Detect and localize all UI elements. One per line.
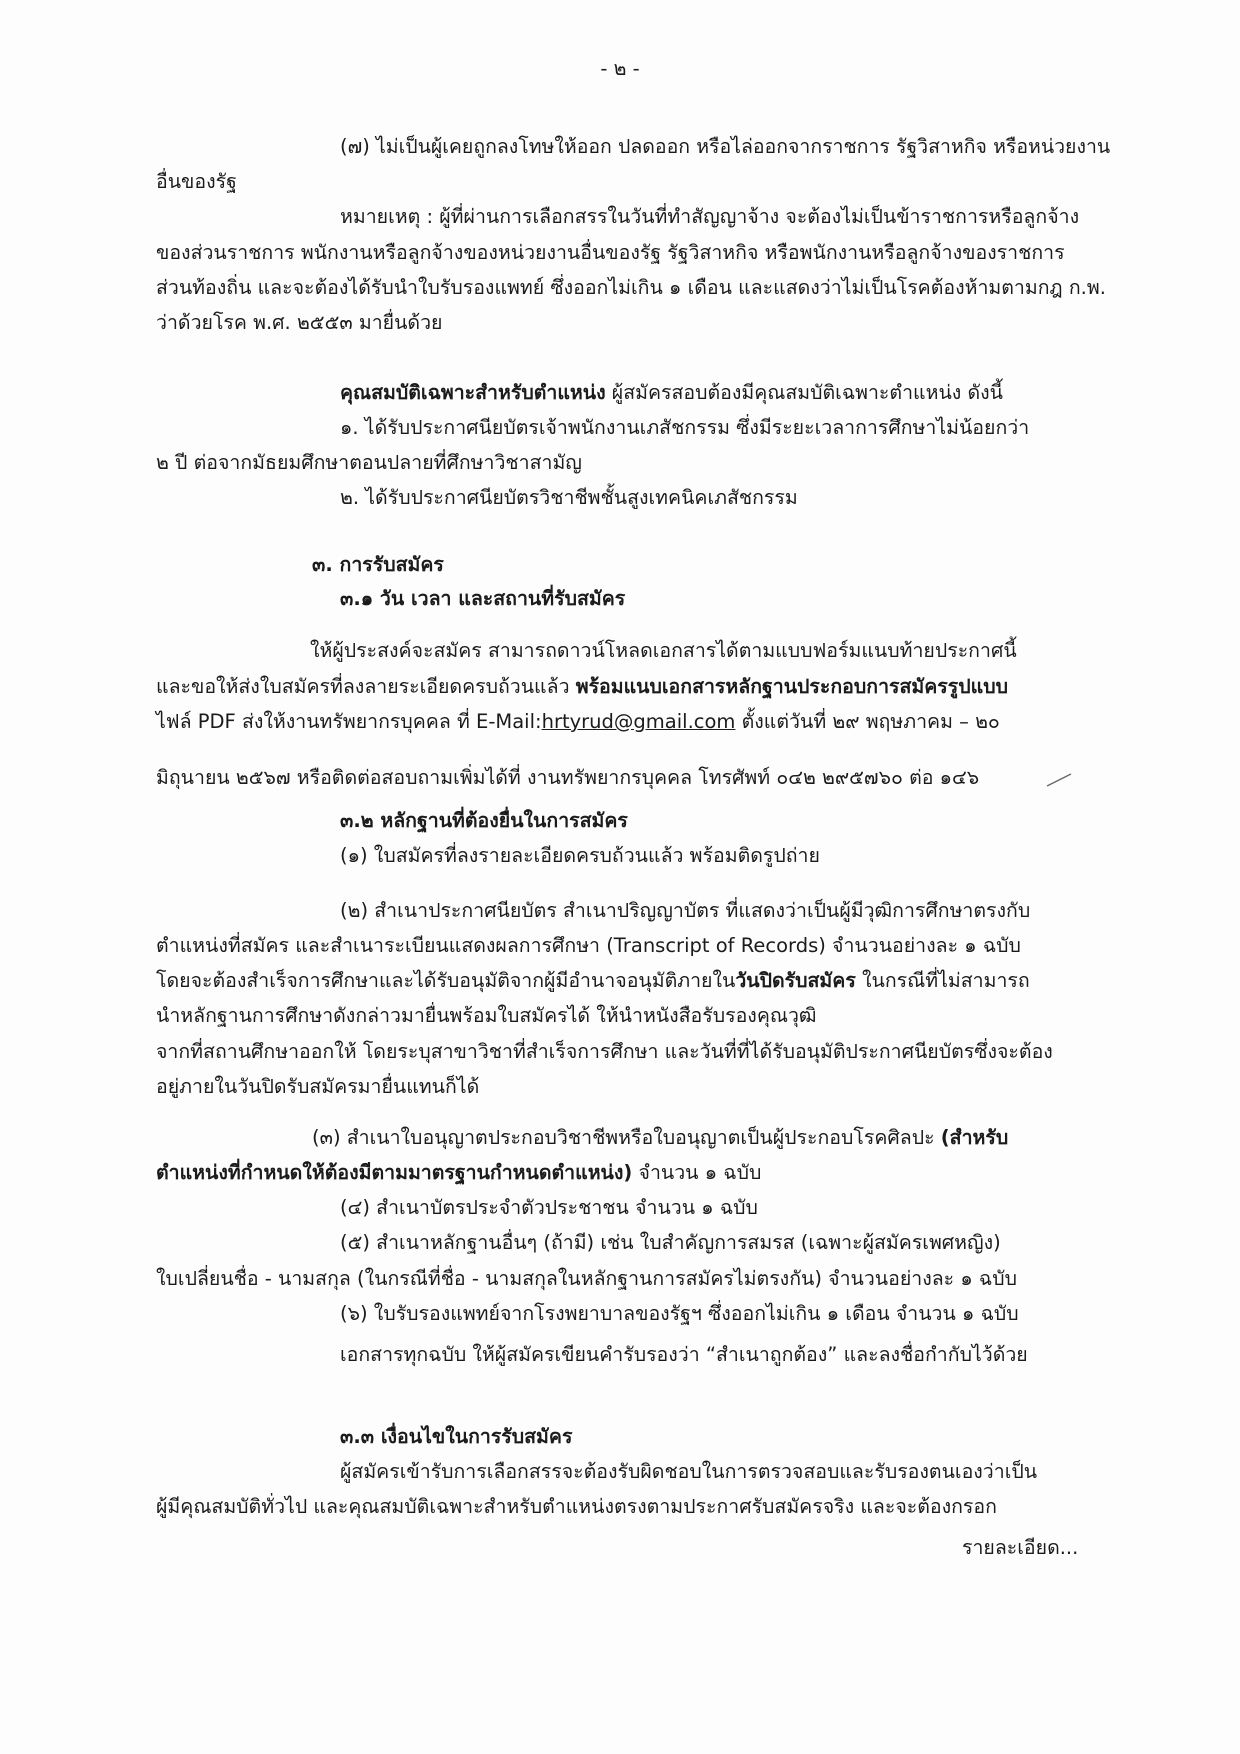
- specific-qual-item-1-line-1: ๑. ได้รับประกาศนียบัตรเจ้าพนักงานเภสัชกรรม ซึ่งมีระยะเวลาการศึกษาไม่น้อยกว่า: [340, 416, 1030, 439]
- section-3-3-para-line-1: ผู้สมัครเข้ารับการเลือกสรรจะต้องรับผิดชอบในการตรวจสอบและรับรองตนเองว่าเป็น: [340, 1460, 1038, 1483]
- section-3-2-item-2-line-5: จากที่สถานศึกษาออกให้ โดยระบุสาขาวิชาที่สำเร็จการศึกษา และวันที่ที่ได้รับอนุมัติประกาศนียบัตรซึ่งจะต้อง: [156, 1040, 1053, 1063]
- section-3-2-item-2-line-3: [156, 964, 1030, 998]
- section-3-2-item-3-line-2-post: จำนวน ๑ ฉบับ: [632, 1161, 762, 1184]
- section-3-1-para-line-2-bold: พร้อมแนบเอกสารหลักฐานประกอบการสมัครรูปแบบ: [575, 675, 1008, 698]
- item-7-line-1: (๗) ไม่เป็นผู้เคยถูกลงโทษให้ออก ปลดออก หรือไล่ออกจากราชการ รัฐวิสาหกิจ หรือหน่วยงาน: [340, 135, 1111, 158]
- section-3-1-para-line-2-plain: และขอให้ส่งใบสมัครที่ลงลายระเอียดครบถ้วนแล้ว: [156, 675, 576, 698]
- section-3-2-item-2-line-1: (๒) สำเนาประกาศนียบัตร สำเนาปริญญาบัตร ที่แสดงว่าเป็นผู้มีวุฒิการศึกษาตรงกับ: [340, 899, 1031, 922]
- specific-qual-item-2: ๒. ได้รับประกาศนียบัตรวิชาชีพชั้นสูงเทคนิคเภสัชกรรม: [340, 486, 798, 509]
- section-3-2-item-3-line-1-bold: (สำหรับ: [940, 1126, 1009, 1149]
- item-7-line-2: อื่นของรัฐ: [156, 170, 237, 193]
- note-line-4: ว่าด้วยโรค พ.ศ. ๒๕๕๓ มายื่นด้วย: [156, 311, 443, 334]
- note-line-1: หมายเหตุ : ผู้ที่ผ่านการเลือกสรรในวันที่ทำสัญญาจ้าง จะต้องไม่เป็นข้าราชการหรือลูกจ้าง: [340, 205, 1080, 228]
- specific-qual-item-1-line-2: ๒ ปี ต่อจากมัธยมศึกษาตอนปลายที่ศึกษาวิชาสามัญ: [156, 451, 582, 474]
- note-line-3: ส่วนท้องถิ่น และจะต้องได้รับนำใบรับรองแพทย์ ซึ่งออกไม่เกิน ๑ เดือน และแสดงว่าไม่เป็นโรคต้องห้ามตามกฎ ก.พ.: [156, 276, 1106, 299]
- section-3-1-email-suffix: ตั้งแต่วันที่ ๒๙ พฤษภาคม – ๒๐: [735, 710, 1000, 733]
- section-3-1-para-line-3: [156, 705, 1000, 739]
- section-3-2-item-3-line-1: [312, 1121, 1008, 1155]
- email-link[interactable]: hrtyrud@gmail.com: [541, 710, 736, 733]
- section-3-2-note: เอกสารทุกฉบับ ให้ผู้สมัครเขียนคำรับรองว่า “สำเนาถูกต้อง” และลงชื่อกำกับไว้ด้วย: [340, 1343, 1028, 1366]
- section-3-2-item-2-line-6: อยู่ภายในวันปิดรับสมัครมายื่นแทนก็ได้: [156, 1075, 480, 1098]
- section-3-2-item-6: (๖) ใบรับรองแพทย์จากโรงพยาบาลของรัฐฯ ซึ่งออกไม่เกิน ๑ เดือน จำนวน ๑ ฉบับ: [340, 1302, 1019, 1325]
- section-3-2-title: ๓.๒ หลักฐานที่ต้องยื่นในการสมัคร: [340, 809, 628, 832]
- section-3-1-para-line-1: ให้ผู้ประสงค์จะสมัคร สามารถดาวน์โหลดเอกสารได้ตามแบบฟอร์มแนบท้ายประกาศนี้: [310, 639, 1017, 662]
- section-3-2-item-5-line-1: (๕) สำเนาหลักฐานอื่นๆ (ถ้ามี) เช่น ใบสำคัญการสมรส (เฉพาะผู้สมัครเพศหญิง): [340, 1231, 1001, 1254]
- section-3-2-item-3-line-1-pre: (๓) สำเนาใบอนุญาตประกอบวิชาชีพหรือใบอนุญาตเป็นผู้ประกอบโรคศิลปะ: [312, 1126, 941, 1149]
- section-3-3-para-line-2: ผู้มีคุณสมบัติทั่วไป และคุณสมบัติเฉพาะสำหรับตำแหน่งตรงตามประกาศรับสมัครจริง และจะต้องกรอก: [156, 1495, 997, 1518]
- specific-qual-heading: [340, 376, 1003, 410]
- section-3-2-item-2-line-4: นำหลักฐานการศึกษาดังกล่าวมายื่นพร้อมใบสมัครได้ ให้นำหนังสือรับรองคุณวุฒิ: [156, 1004, 817, 1027]
- section-3-1-title: ๓.๑ วัน เวลา และสถานที่รับสมัคร: [340, 587, 626, 610]
- section-3-1-para-line-4: มิถุนายน ๒๕๖๗ หรือติดต่อสอบถามเพิ่มได้ที่ งานทรัพยากรบุคคล โทรศัพท์ ๐๔๒ ๒๙๕๗๖๐ ต่อ ๑๔๖: [156, 766, 980, 789]
- section-3-2-item-2-line-3-pre: โดยจะต้องสำเร็จการศึกษาและได้รับอนุมัติจากผู้มีอำนาจอนุมัติภายใน: [156, 969, 736, 992]
- section-3-2-item-2-line-3-bold: วันปิดรับสมัคร: [735, 969, 856, 992]
- section-3-2-item-5-line-2: ใบเปลี่ยนชื่อ - นามสกุล (ในกรณีที่ชื่อ - นามสกุลในหลักฐานการสมัครไม่ตรงกัน) จำนวนอย่างละ ๑ ฉบับ: [156, 1267, 1017, 1290]
- section-3-2-item-3-line-2: [156, 1156, 761, 1190]
- section-3-1-para-line-2: [156, 670, 1008, 704]
- section-3-2-item-1: (๑) ใบสมัครที่ลงรายละเอียดครบถ้วนแล้ว พร้อมติดรูปถ่าย: [340, 844, 820, 867]
- continuation-marker: รายละเอียด...: [962, 1536, 1079, 1559]
- pen-tick-mark: [1046, 773, 1072, 787]
- section-3-2-item-2-line-3-post: ในกรณีที่ไม่สามารถ: [855, 969, 1030, 992]
- section-3-2-item-4: (๔) สำเนาบัตรประจำตัวประชาชน จำนวน ๑ ฉบับ: [340, 1196, 758, 1219]
- section-3-title: ๓. การรับสมัคร: [312, 553, 444, 576]
- section-3-2-item-3-line-2-bold: ตำแหน่งที่กำหนดให้ต้องมีตามมาตรฐานกำหนดตำแหน่ง): [156, 1161, 633, 1184]
- specific-qual-heading-rest: ผู้สมัครสอบต้องมีคุณสมบัติเฉพาะตำแหน่ง ดังนี้: [605, 381, 1004, 404]
- section-3-3-title: ๓.๓ เงื่อนไขในการรับสมัคร: [340, 1425, 573, 1448]
- section-3-1-email-prefix: ไฟล์ PDF ส่งให้งานทรัพยากรบุคคล ที่ E-Mail:: [156, 710, 542, 733]
- note-line-2: ของส่วนราชการ พนักงานหรือลูกจ้างของหน่วยงานอื่นของรัฐ รัฐวิสาหกิจ หรือพนักงานหรือลูกจ้างของราชการ: [156, 241, 1065, 264]
- section-3-2-item-2-line-2: ตำแหน่งที่สมัคร และสำเนาระเบียนแสดงผลการศึกษา (Transcript of Records) จำนวนอย่างละ ๑ ฉบับ: [156, 934, 1021, 957]
- specific-qual-heading-bold: คุณสมบัติเฉพาะสำหรับตำแหน่ง: [340, 381, 606, 404]
- page-number: - ๒ -: [600, 57, 640, 80]
